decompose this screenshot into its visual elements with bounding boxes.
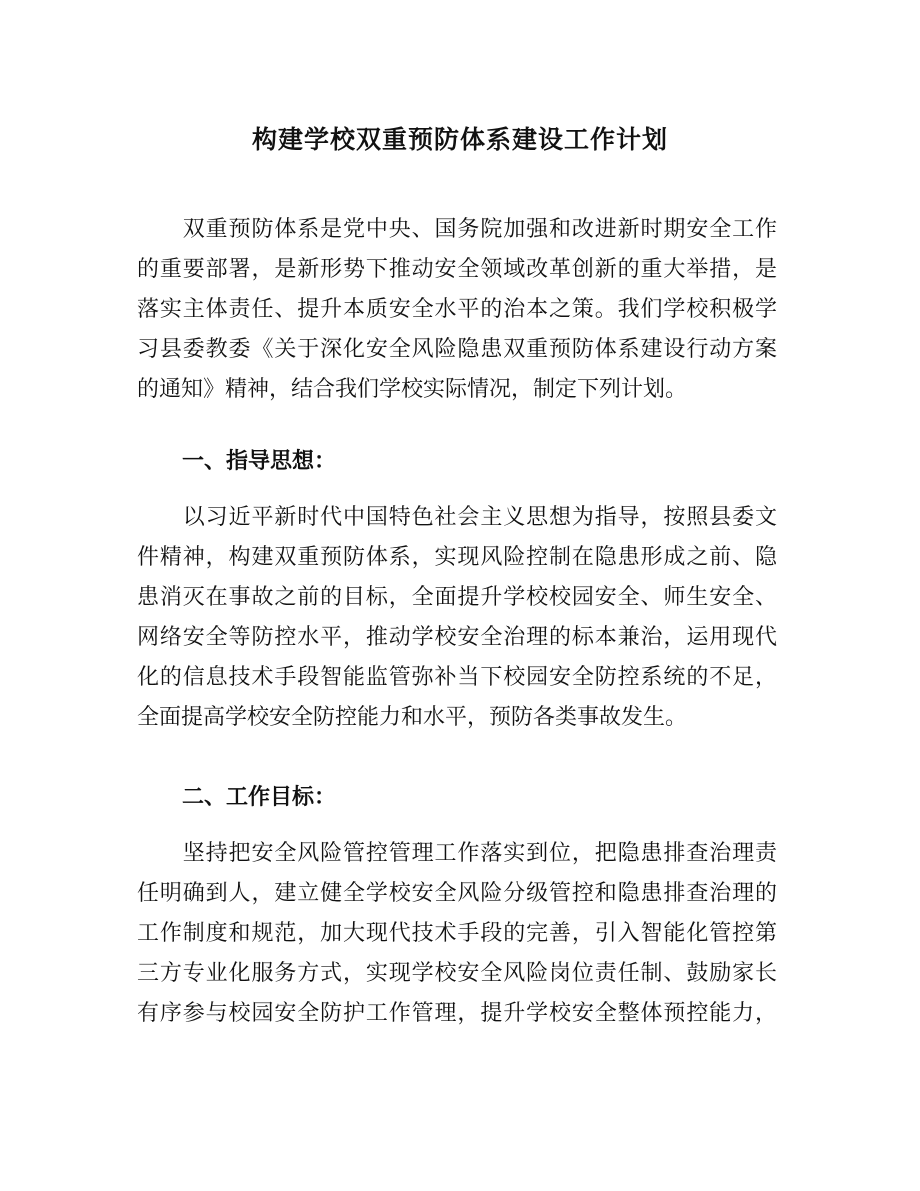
paragraph-line: 全面提高学校安全防控能力和水平，预防各类事故发生。 [137, 705, 688, 730]
paragraph-line: 有序参与校园安全防护工作管理，提升学校安全整体预控能力， [137, 1001, 777, 1026]
paragraph-line: 的重要部署，是新形势下推动安全领域改革创新的重大举措，是 [137, 257, 777, 282]
paragraph-line: 任明确到人，建立健全学校安全风险分级管控和隐患排查治理的 [137, 881, 777, 906]
paragraph-line: 三方专业化服务方式，实现学校安全风险岗位责任制、鼓励家长 [137, 961, 777, 986]
paragraph-line: 患消灭在事故之前的目标，全面提升学校校园安全、师生安全、 [137, 585, 777, 610]
paragraph-line: 化的信息技术手段智能监管弥补当下校园安全防控系统的不足， [137, 665, 777, 690]
section-heading-work-goals: 二、工作目标： [182, 785, 337, 810]
intro-paragraph [137, 210, 777, 410]
section1-paragraph [137, 498, 777, 738]
paragraph-line: 的通知》精神，结合我们学校实际情况，制定下列计划。 [137, 377, 688, 402]
paragraph-line: 落实主体责任、提升本质安全水平的治本之策。我们学校积极学 [137, 297, 777, 322]
paragraph-line: 双重预防体系是党中央、国务院加强和改进新时期安全工作 [137, 217, 777, 242]
section-heading-guiding-thought: 一、指导思想： [182, 449, 337, 474]
paragraph-line: 习县委教委《关于深化安全风险隐患双重预防体系建设行动方案 [137, 337, 777, 362]
paragraph-line: 坚持把安全风险管控管理工作落实到位，把隐患排查治理责 [137, 841, 777, 866]
section2-paragraph [137, 834, 777, 1034]
paragraph-line: 工作制度和规范，加大现代技术手段的完善，引入智能化管控第 [137, 921, 777, 946]
document-title: 构建学校双重预防体系建设工作计划 [251, 125, 668, 154]
paragraph-line: 件精神，构建双重预防体系，实现风险控制在隐患形成之前、隐 [137, 545, 777, 570]
paragraph-line: 以习近平新时代中国特色社会主义思想为指导，按照县委文 [137, 505, 777, 530]
paragraph-line: 网络安全等防控水平，推动学校安全治理的标本兼治，运用现代 [137, 625, 777, 650]
